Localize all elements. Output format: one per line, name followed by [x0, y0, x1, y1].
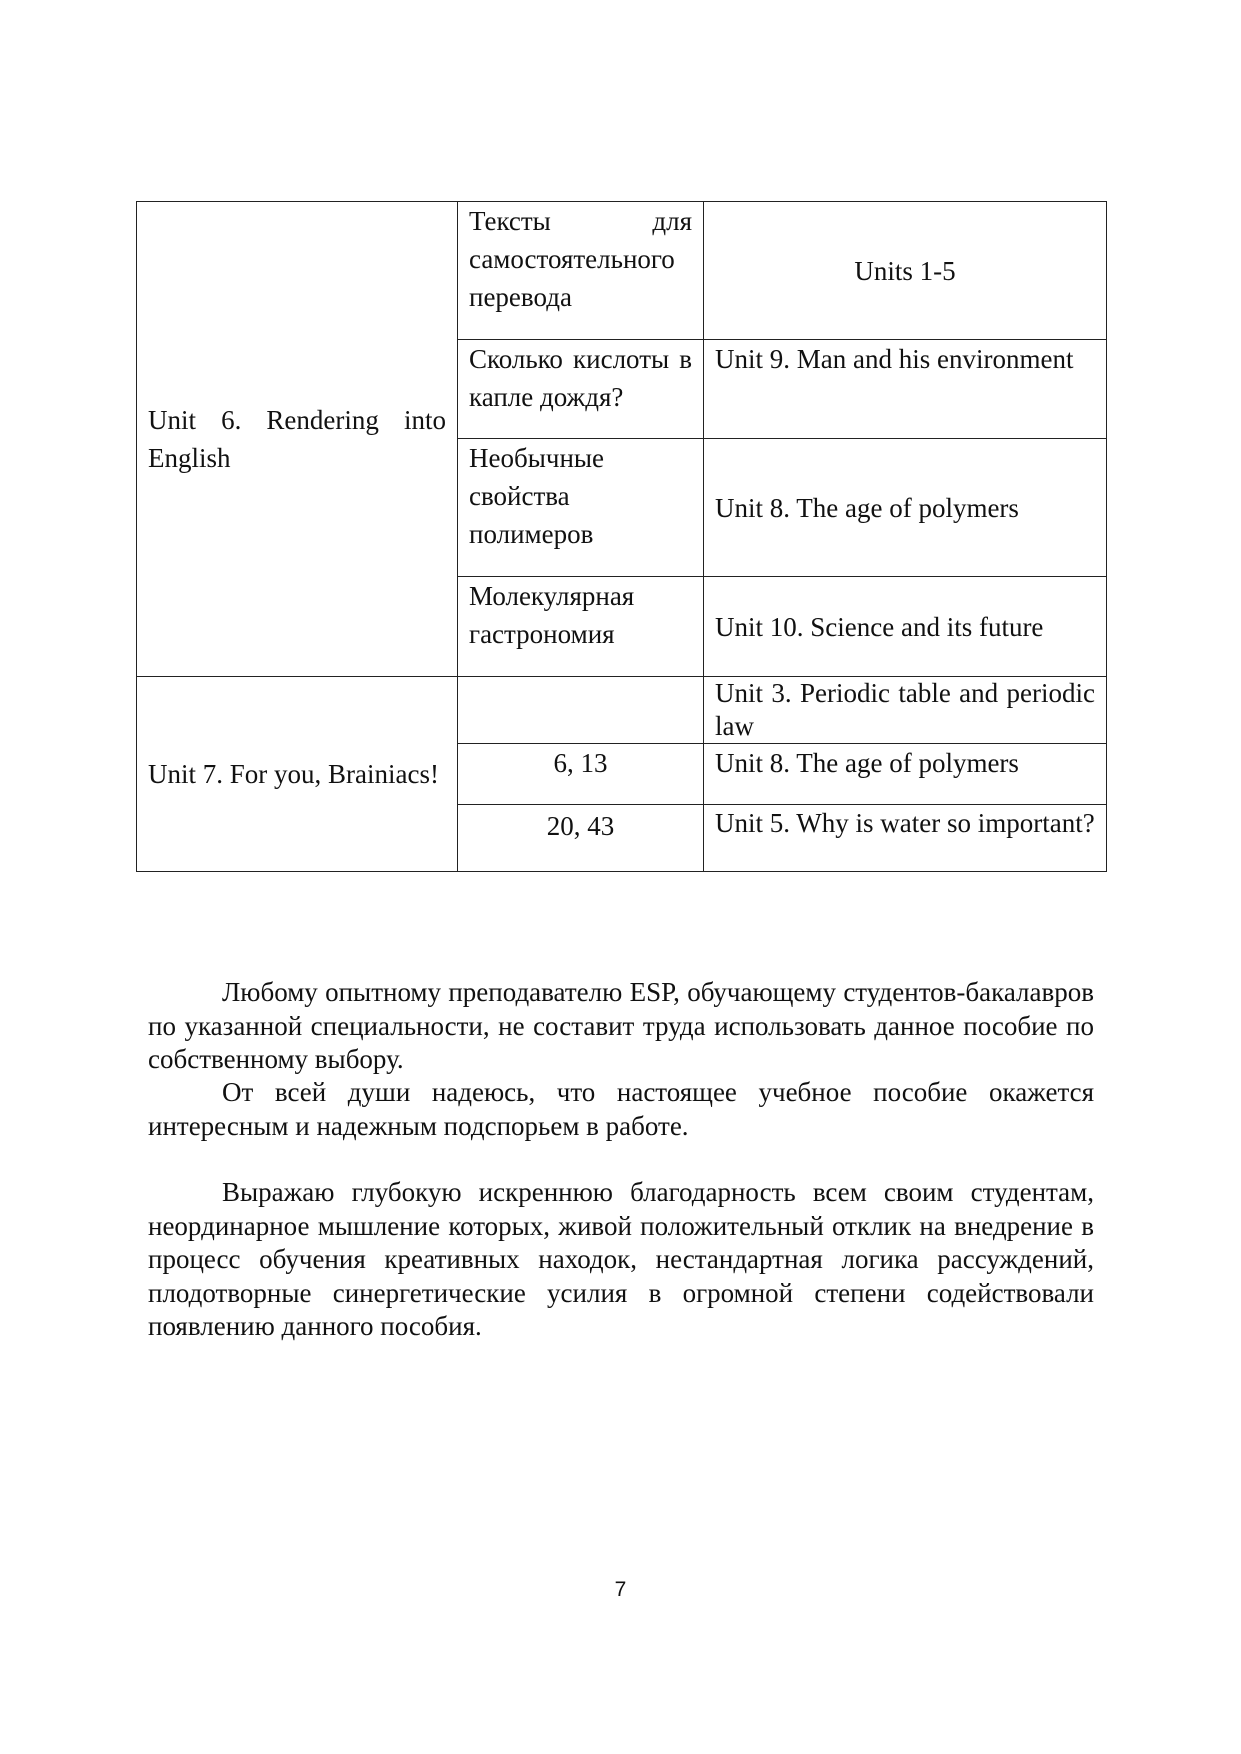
table-row — [137, 677, 1107, 744]
unit-cell: Unit 5. Why is water so important? — [704, 805, 1107, 872]
text-cell: Молекулярная гастрономия — [458, 577, 704, 677]
text-cell: 6, 13 — [458, 744, 704, 805]
page-number: 7 — [614, 1578, 627, 1601]
paragraph: Любому опытному преподавателю ESP, обучающему студентов-бакалавров по указанной специальности, не составит труда использовать данное пособие по собственному выбору. — [148, 977, 1094, 1074]
paragraph: Выражаю глубокую искреннюю благодарность всем своим студентам, неординарное мышление которых, живой положительный отклик на внедрение в процесс обучения креативных находок, нестандартная логика рассуждений, плодотворные синергетические усилия в огромной степени содействовали появлению данного пособия. — [148, 1177, 1094, 1341]
paragraph: От всей души надеюсь, что настоящее учебное пособие окажется интересным и надежным подспорьем в работе. — [148, 1077, 1094, 1141]
unit-cell: Unit 3. Periodic table and periodic law — [704, 677, 1107, 744]
unit-cell: Unit 8. The age of polymers — [704, 439, 1107, 577]
text-cell: Тексты для самостоятельного перевода — [458, 202, 704, 340]
unit-cell: Unit 8. The age of polymers — [704, 744, 1107, 805]
table-row — [137, 202, 1107, 340]
text-cell: Необычные свойства полимеров — [458, 439, 704, 577]
unit-cell: Unit 9. Man and his environment — [704, 340, 1107, 439]
units-table — [136, 201, 1107, 872]
text-cell: 20, 43 — [458, 805, 704, 872]
text-cell — [458, 677, 704, 744]
section-unit-cell: Unit 7. For you, Brainiacs! — [137, 677, 458, 872]
section-unit-cell: Unit 6. Rendering into English — [137, 202, 458, 677]
unit-cell: Units 1-5 — [704, 202, 1107, 340]
unit-cell: Unit 10. Science and its future — [704, 577, 1107, 677]
text-cell: Сколько кислоты в капле дождя? — [458, 340, 704, 439]
